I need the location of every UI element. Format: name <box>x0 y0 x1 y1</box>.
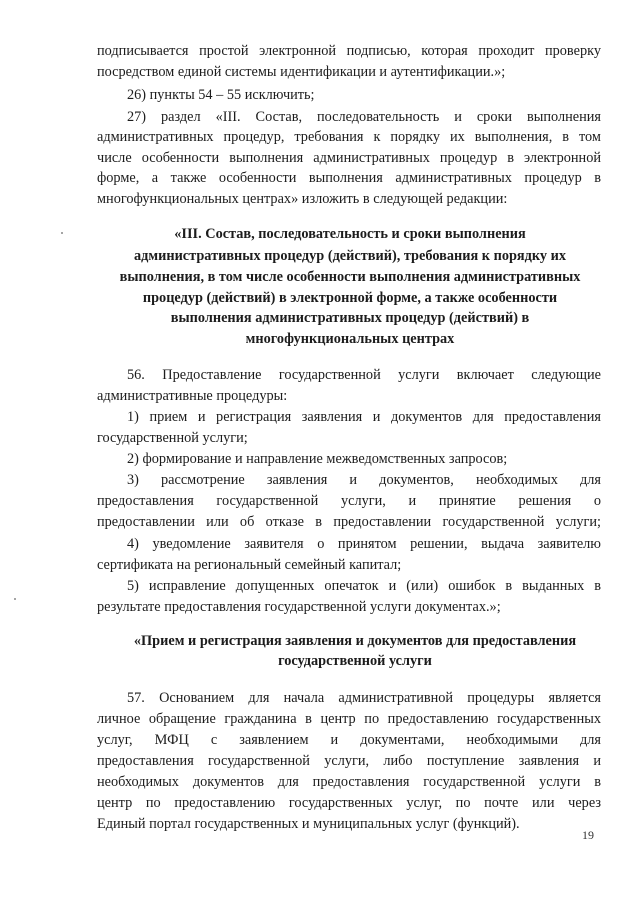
text-line: административных процедур, требования к порядку их выполнения, в том <box>97 129 601 145</box>
heading-line: процедур (действий) в электронной форме, а также особенности <box>142 290 558 306</box>
heading-line: «III. Состав, последовательность и сроки выполнения <box>174 226 526 242</box>
text-line: предоставлении или об отказе в предоставлении государственной услуги; <box>97 514 601 530</box>
text-line: 1) прием и регистрация заявления и документов для предоставления <box>127 409 601 425</box>
text-line: центр по предоставлению государственных услуг, по почте или через <box>97 795 601 811</box>
text-line: 2) формирование и направление межведомственных запросов; <box>127 451 508 467</box>
page-number: 19 <box>582 828 594 842</box>
text-line: 26) пункты 54 – 55 исключить; <box>127 87 315 103</box>
text-line: услуг, МФЦ с заявлением и документами, необходимыми для <box>97 732 601 748</box>
text-line: результате предоставления государственной услуги документах.»; <box>97 599 501 615</box>
text-line: необходимых документов для предоставления государственной услуги в <box>97 774 601 790</box>
text-line: 5) исправление допущенных опечаток и (или) ошибок в выданных в <box>127 578 601 594</box>
text-line: 4) уведомление заявителя о принятом решении, выдача заявителю <box>127 536 601 552</box>
text-line: личное обращение гражданина в центр по предоставлению государственных <box>97 711 601 727</box>
text-line: 27) раздел «III. Состав, последовательность и сроки выполнения <box>127 109 601 125</box>
heading-line: многофункциональных центрах <box>245 331 455 347</box>
text-line: предоставления государственной услуги, либо поступление заявления и <box>97 753 601 769</box>
text-line: сертификата на региональный семейный капитал; <box>97 557 402 573</box>
text-line: многофункциональных центрах» изложить в следующей редакции: <box>97 191 508 207</box>
heading-line: государственной услуги <box>278 653 432 669</box>
text-line: числе особенности выполнения административных процедур в электронной <box>97 150 601 166</box>
heading-line: «Прием и регистрация заявления и документов для предоставления <box>133 633 577 649</box>
text-line: административные процедуры: <box>97 388 288 404</box>
heading-line: административных процедур (действий), требования к порядку их <box>133 248 567 264</box>
text-line: 3) рассмотрение заявления и документов, необходимых для <box>127 472 601 488</box>
text-line: 57. Основанием для начала административной процедуры является <box>127 690 601 706</box>
scan-speck <box>14 598 16 600</box>
heading-line: выполнения, в том числе особенности выполнения административных <box>119 269 581 285</box>
text-line: Единый портал государственных и муниципальных услуг (функций). <box>97 816 520 832</box>
text-line: государственной услуги; <box>97 430 248 446</box>
scan-speck <box>61 232 63 234</box>
text-line: предоставления государственной услуги, и принятие решения о <box>97 493 601 509</box>
heading-line: выполнения административных процедур (действий) в <box>170 310 530 326</box>
text-line: форме, а также особенности выполнения административных процедур в <box>97 170 601 186</box>
text-line: посредством единой системы идентификации и аутентификации.»; <box>97 64 506 80</box>
text-line: 56. Предоставление государственной услуги включает следующие <box>127 367 601 383</box>
text-line: подписывается простой электронной подписью, которая проходит проверку <box>97 43 601 59</box>
